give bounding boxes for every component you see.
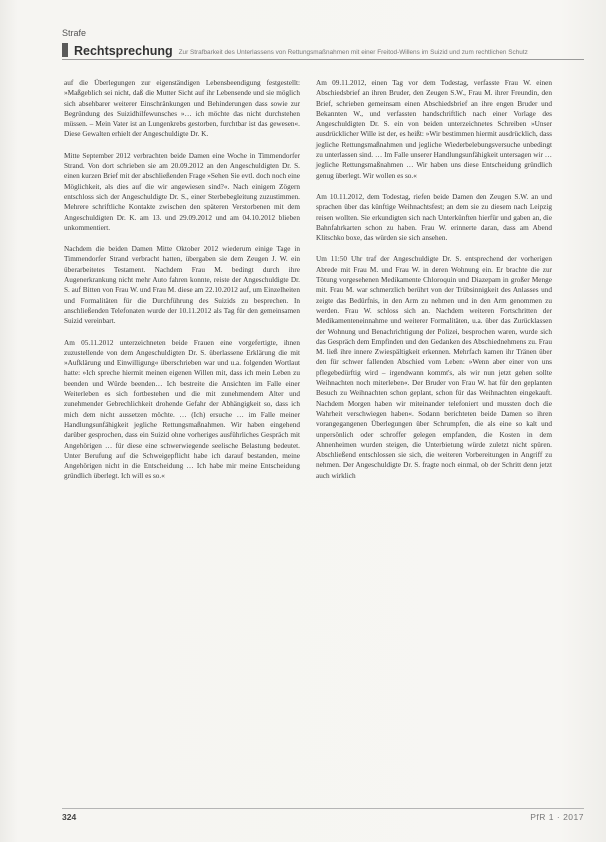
journal-citation: PfR 1 · 2017 [530,812,584,822]
paragraph: Am 10.11.2012, dem Todestag, riefen beide Damen den Zeugen S.W. an und sprachen über das künftige Weihnachtsfest; an dem sie zu diesem nach Leipzig reisen wollten. Sie erkundigten sich nach Unterkünften hierfür und gaben an, die Bahnfahrkarten schon zu haben. Frau W. erinnerte daran, dass am Abend Klitschko boxe, das würden sie sich ansehen. [316,192,552,243]
section-kicker: Strafe [62,28,87,38]
page-number: 324 [62,812,77,822]
rubric-marker [62,43,68,57]
paragraph: Nachdem die beiden Damen Mitte Oktober 2012 wiederum einige Tage in Timmendorfer Strand verbracht hatten, übergaben sie dem Zeugen J. W. ein überarbeitetes Testament. Nachdem Frau M. bedingt durch ihre Augenerkrankung nicht mehr Auto fahren konnte, reiste der Angeschuldigte Dr. S. auf Bitten von Frau W. und Frau M. diese am 22.10.2012 auf, um Einzelheiten und Formalitäten für die Durchführung des Suizids zu besprechen. In anschließenden Telefonaten wurde der 10.11.2012 als Tag für den gemeinsamen Suizid vereinbart. [64,245,300,326]
rubric-title: Rechtsprechung [74,44,173,58]
left-column [64,78,300,493]
paragraph: Um 11:50 Uhr traf der Angeschuldigte Dr. S. entsprechend der vorherigen Abrede mit Frau M. und Frau W. in deren Wohnung ein. Er brachte die zur Tötung vorgesehenen Medikamente Chloroquin und Diazepam in großer Menge mit. Frau M. war schmerzlich berührt von der Trübsinnigkeit des Anlasses und zeigte das Bedürfnis, in den Arm zu nehmen und in den Arm genommen zu werden. Frau W. schloss sich an. Nachdem weiteren Fortschritten der Medikamenteneinnahme und weiterer Formalitäten, u.a. über das Zurücklassen der Wohnung und Benachrichtigung der Polizei, besprochen waren, wurde sich das Gespräch dem Empfinden und den Gedanken des Abschiednehmens zu. Frau M. ließ ihre innere Zwiespältigkeit erkennen. Mehrfach kamen ihr Tränen über den für schwer fallenden Abschied vom Leben: »Wenn aber einer von uns pflegebedürftig wird – irgendwann kommt's, als wir nun jetzt gehen sollte Weihnachten noch miterleben«. Der Bruder von Frau W. hat für den geplanten Besuch zu Weihnachten schon geplant, schon für das Weihnachten eingekauft. Nachdem Morgen haben wir miteinander telefoniert und mussten doch die Wahrheit verschwiegen haben«. Sodann berichteten beide Damen so ihren vorangegangenen Überlegungen über Schrumpfen, die als eine so kalt und unpersönlich oder schroffer gelegen empfanden, die Kosten in dem Ahnenheimen wurden steigen, die Unterbietung würde zuletzt nicht spüren. Abschließend entschlossen sie sich, die weiteren Vorbereitungen in Angriff zu nehmen. Der Angeschuldigte Dr. S. fragte noch einmal, ob der Schritt denn jetzt auch wirklich [316,255,552,480]
page-footer [62,808,584,826]
paragraph: Mitte September 2012 verbrachten beide Damen eine Woche in Timmendorfer Strand. Von dort schrieben sie am 20.09.2012 an den Angeschuldigten Dr. S. einen kurzen Brief mit der abschließenden Frage »Sehen Sie evtl. doch noch eine Möglichkeit, als dies auf die wir angewiesen sind?«. Nach einigem Zögern entschloss sich der Angeschuldigte Dr. S., einer Sterbebegleitung zuzustimmen. Mehrere schriftliche Kontakte zwischen den späteren Verstorbenen mit dem Angeschuldigten Dr. K. am 13. und 29.09.2012 und am 04.10.2012 blieben unkommentiert. [64,151,300,232]
rubric-header [62,41,584,60]
paragraph: Am 09.11.2012, einen Tag vor dem Todestag, verfasste Frau W. einen Abschiedsbrief an ihren Bruder, den Zeugen S.W., Frau M. ihrer Freundin, den Brief, schrieben gemeinsam einen Abschiedsbrief an ihre engen Bruder und Bekannten W., und verfassten handschriftlich nach einer Vorlage des Angeschuldigten Dr. S. ein von beiden unterzeichnetes Schreiben »Unser ausdrücklicher Wille ist der, es heißt: »Wir bestimmen hiermit ausdrücklich, dass jegliche Rettungsmaßnahmen und jegliche Wiederbelebungsversuche unbedingt zu unterlassen sind. … Im Falle unserer Handlungsunfähigkeit untersagen wir … jegliche Rettungsmaßnahmen … Wir haben uns diese Entscheidung gründlich genug überlegt. Wir wollen es so.« [316,79,552,180]
right-column [316,78,552,492]
paragraph: Am 05.11.2012 unterzeichneten beide Frauen eine vorgefertigte, ihnen zuzustellende von dem Angeschuldigten Dr. S. überlassene Erklärung die mit »Aufklärung und Einwilligung« überschrieben war und u.a. folgenden Wortlaut hatte: »Ich spreche hiermit meinen eigenen Willen mit, dass ich mein Leben zu beenden und Würde beenden… Ich bestreite die Ansichten im Falle einer Weiterleben es sich fortbestehen und die mit zunehmendem Alter und zunehmender Gebrechlichkeit drohende Gefahr der Abhängigkeit so, dass ich mich dem nicht aussetzen möchte. … (Ich) ersuche … im Falle meiner Handlungsunfähigkeit jegliche Rettungsmaßnahmen. Wir haben eingehend darüber gesprochen, dass ein Suizid ohne vorheriges ausführliches Gespräch mit Angehörigen … für diese eine schwerwiegende seelische Belastung bedeutet. Unter Berufung auf die Schweigepflicht habe ich darauf bestanden, meine Angehörigen nicht in die Entscheidung … Ich habe mir meine Entscheidung gründlich überlegt. Ich will es so.« [64,338,300,481]
paragraph: auf die Überlegungen zur eigenständigen Lebensbeendigung festgestellt: »Maßgeblich sei nicht, daß die Mutter Sicht auf ihr Lebensende und sie möglich sich absehbarer weiterer Einschränkungen und Behinderungen dass sowie zur Begründung des Suizidhilfewunsches »… ich möchte das nicht durchstehen müssen. – Mein Vater ist an Lungenkrebs gestorben, furchtbar ist das gewesen«. Diese Gewalten erhielt der Angeschuldigte Dr. K. [64,79,300,139]
rubric-subtitle: Zur Strafbarkeit des Unterlassens von Rettungsmaßnahmen mit einer Freitod-Willens im Suizid und zum rechtlichen Schutz [178,49,528,56]
